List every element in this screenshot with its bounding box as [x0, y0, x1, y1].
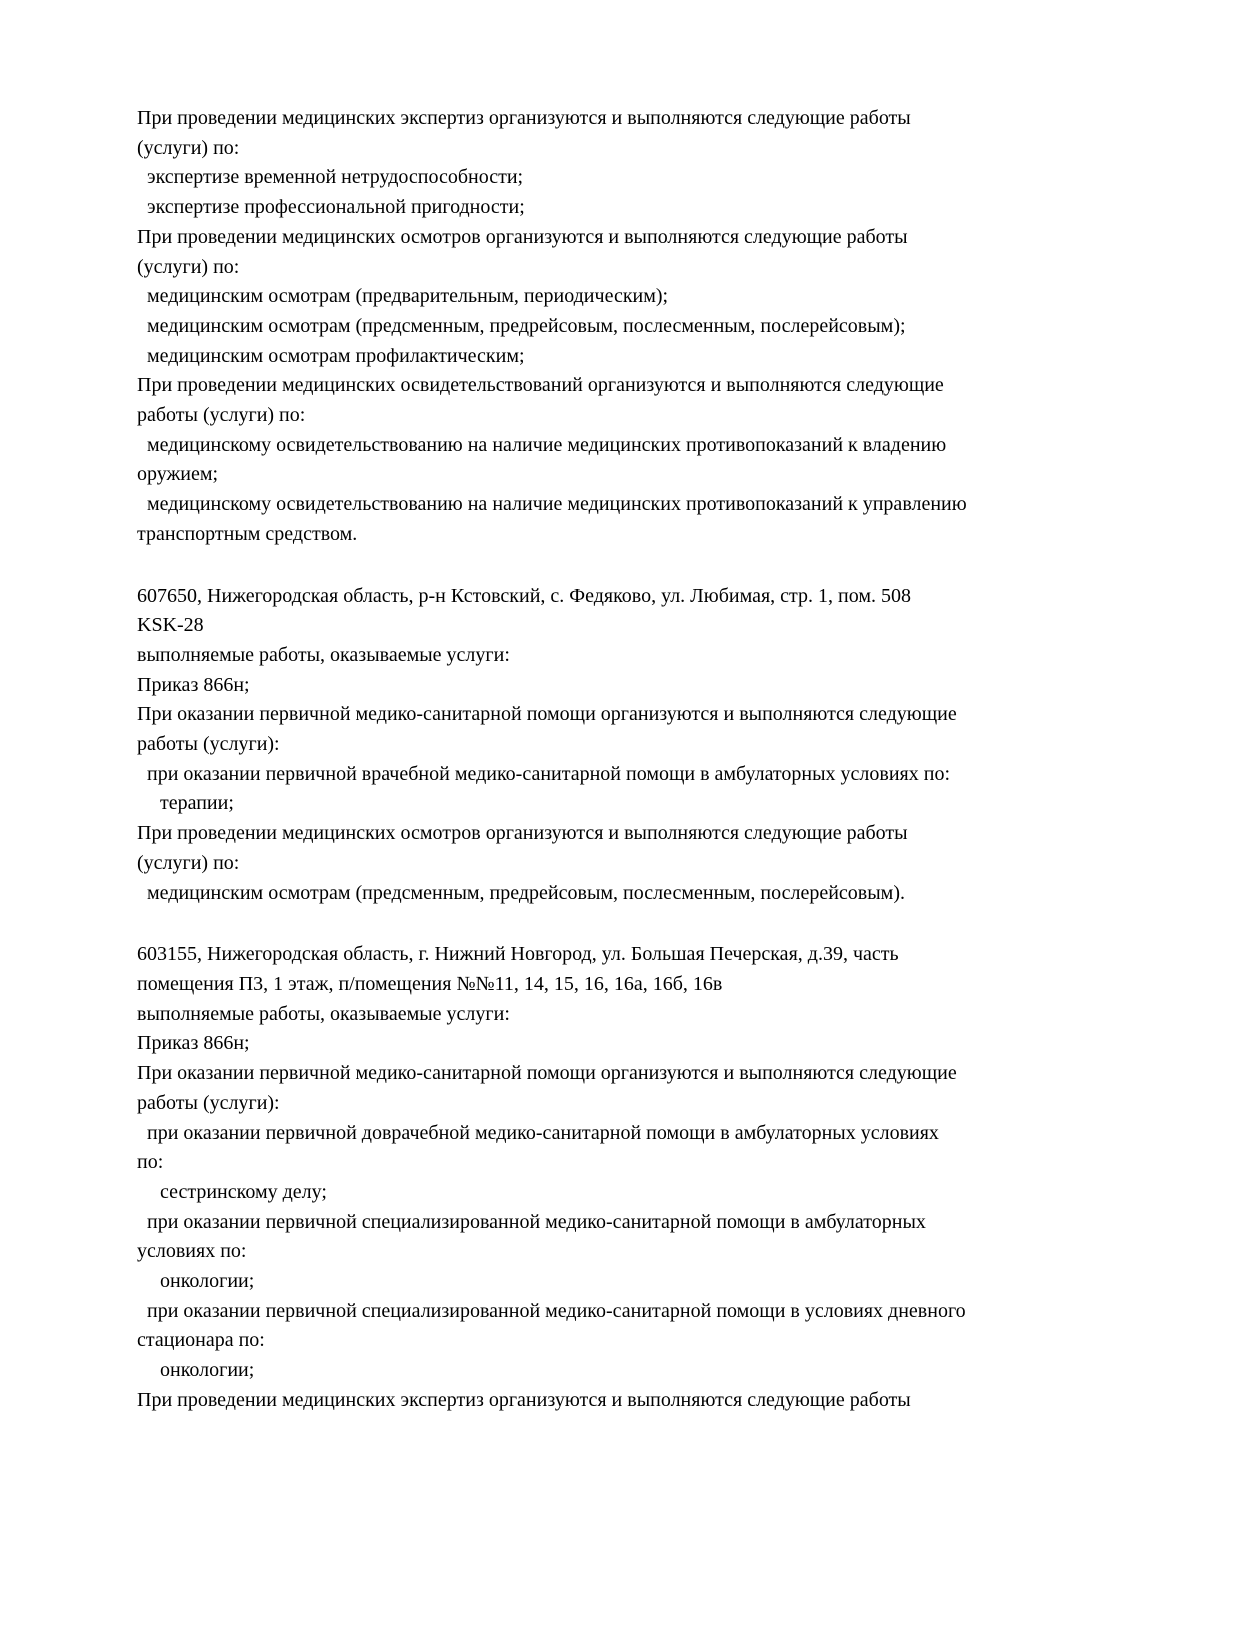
text-line: по: — [137, 1151, 164, 1174]
text-line: экспертизе временной нетрудоспособности; — [147, 166, 524, 189]
text-line: Приказ 866н; — [137, 673, 250, 696]
text-line: медицинским осмотрам профилактическим; — [147, 344, 525, 367]
text-line: стационара по: — [137, 1329, 265, 1352]
text-line: работы (услуги) по: — [137, 404, 306, 427]
text-line: медицинскому освидетельствованию на наличие медицинских противопоказаний к владению — [147, 433, 947, 456]
text-line: при оказании первичной доврачебной медико-санитарной помощи в амбулаторных условиях — [147, 1121, 939, 1144]
text-line: сестринскому делу; — [160, 1180, 327, 1203]
text-line: работы (услуги): — [137, 1091, 280, 1114]
text-line: 603155, Нижегородская область, г. Нижний Новгород, ул. Большая Печерская, д.39, часть — [137, 943, 899, 966]
text-line: При проведении медицинских осмотров организуются и выполняются следующие работы — [137, 225, 908, 248]
document-section — [137, 582, 1170, 909]
text-line: 607650, Нижегородская область, р-н Кстовский, с. Федяково, ул. Любимая, стр. 1, пом. 508 — [137, 584, 912, 607]
document-section — [137, 940, 1170, 1415]
text-line: KSK-28 — [137, 614, 204, 637]
text-line: При проведении медицинских экспертиз организуются и выполняются следующие работы — [137, 1388, 911, 1411]
text-line: оружием; — [137, 463, 219, 486]
text-line: (услуги) по: — [137, 255, 240, 278]
text-line: при оказании первичной специализированной медико-санитарной помощи в условиях дневного — [147, 1299, 966, 1322]
text-line: при оказании первичной специализированной медико-санитарной помощи в амбулаторных — [147, 1210, 926, 1233]
text-line: онкологии; — [160, 1359, 255, 1382]
text-line: терапии; — [160, 792, 234, 815]
text-line: транспортным средством. — [137, 522, 358, 545]
text-line: медицинскому освидетельствованию на наличие медицинских противопоказаний к управлению — [147, 493, 967, 516]
text-line: при оказании первичной врачебной медико-санитарной помощи в амбулаторных условиях по: — [147, 762, 951, 785]
text-line: Приказ 866н; — [137, 1032, 250, 1055]
document-section — [137, 104, 1170, 550]
text-line: выполняемые работы, оказываемые услуги: — [137, 643, 510, 666]
text-line: При оказании первичной медико-санитарной помощи организуются и выполняются следующие — [137, 703, 957, 726]
text-line: работы (услуги): — [137, 733, 280, 756]
text-line: экспертизе профессиональной пригодности; — [147, 196, 525, 219]
text-line: выполняемые работы, оказываемые услуги: — [137, 1002, 510, 1025]
text-line: медицинским осмотрам (предварительным, периодическим); — [147, 285, 669, 308]
text-line: При проведении медицинских освидетельствований организуются и выполняются следующие — [137, 374, 944, 397]
text-line: При оказании первичной медико-санитарной помощи организуются и выполняются следующие — [137, 1062, 957, 1085]
document-text — [137, 104, 1170, 1416]
text-line: медицинским осмотрам (предсменным, предрейсовым, послесменным, послерейсовым). — [147, 881, 905, 904]
text-line: помещения П3, 1 этаж, п/помещения №№11, 14, 15, 16, 16а, 16б, 16в — [137, 972, 723, 995]
text-line: При проведении медицинских осмотров организуются и выполняются следующие работы — [137, 822, 908, 845]
text-line: медицинским осмотрам (предсменным, предрейсовым, послесменным, послерейсовым); — [147, 314, 906, 337]
text-line: условиях по: — [137, 1240, 247, 1263]
text-line: При проведении медицинских экспертиз организуются и выполняются следующие работы — [137, 107, 911, 129]
text-line: (услуги) по: — [137, 136, 240, 159]
text-line: (услуги) по: — [137, 851, 240, 874]
text-line: онкологии; — [160, 1270, 255, 1293]
